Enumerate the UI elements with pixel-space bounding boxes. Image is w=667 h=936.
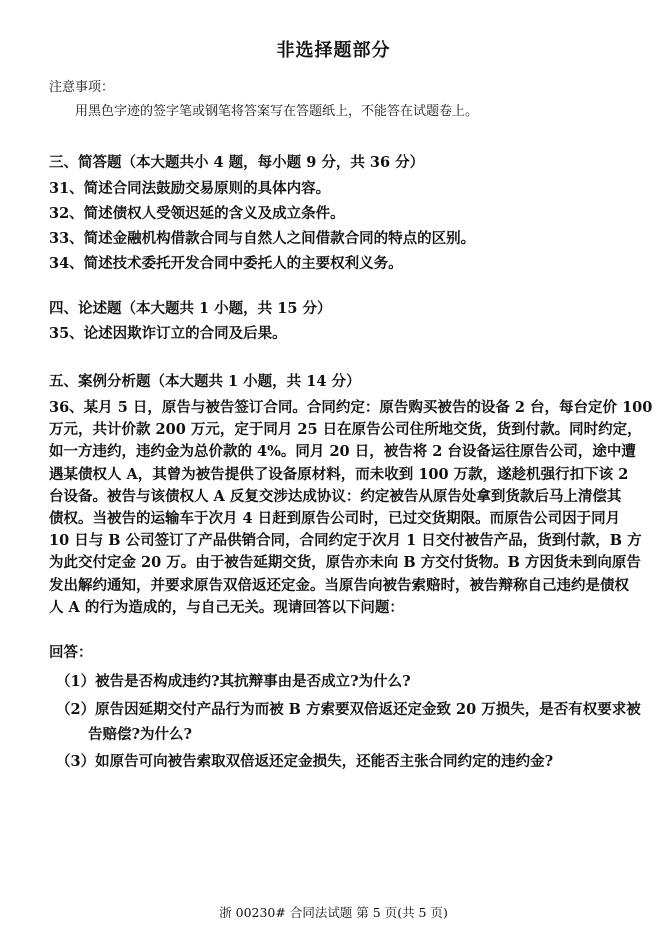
answer-label: 回答： <box>49 644 93 661</box>
question-34: 34、简述技术委托开发合同中委托人的主要权利义务。 <box>49 255 403 272</box>
question-31: 31、简述合同法鼓励交易原则的具体内容。 <box>49 180 331 197</box>
sub-question-2: （2）原告因延期交付产品行为而被 B 方索要双倍返还定金致 20 万损失，是否有权要求被 <box>56 701 641 718</box>
case-line: 36、某月 5 日，原告与被告签订合同。合同约定：原告购买被告的设备 2 台，每台定价 100 <box>49 399 653 416</box>
case-line: 发出解约通知，并要求原告双倍返还定金。当原告向被告索赔时，被告辩称自己违约是债权 <box>49 576 629 594</box>
notice-text: 用黑色字迹的签字笔或钢笔将答案写在答题纸上，不能答在试题卷上。 <box>75 104 479 119</box>
case-text <box>49 397 653 619</box>
case-line: 台设备。被告与该债权人 A 反复交涉达成协议：约定被告从原告处拿到货款后马上清偿其 <box>49 487 622 505</box>
question-33: 33、简述金融机构借款合同与自然人之间借款合同的特点的区别。 <box>49 230 476 247</box>
sub-question-1: （1）被告是否构成违约?其抗辩事由是否成立?为什么? <box>56 673 411 690</box>
case-line: 人 A 的行为造成的，与自己无关。现请回答以下问题： <box>49 598 404 616</box>
section3-heading: 三、简答题（本大题共小 4 题，每小题 9 分，共 36 分） <box>49 154 425 171</box>
sub-question-3: （3）如原告可向被告索取双倍返还定金损失，还能否主张合同约定的违约金? <box>56 753 554 770</box>
question-35: 35、论述因欺诈订立的合同及后果。 <box>49 325 287 342</box>
sub-question-2-continued: 告赔偿?为什么? <box>88 726 192 743</box>
section5-heading: 五、案例分析题（本大题共 1 小题，共 14 分） <box>49 373 361 390</box>
question-32: 32、简述债权人受领迟延的含义及成立条件。 <box>49 205 345 222</box>
case-line: 如一方违约，违约金为总价款的 4%。同月 20 日，被告将 2 台设备运往原告公司，途中遭 <box>49 443 636 461</box>
page-footer: 浙 00230# 合同法试题 第 5 页(共 5 页) <box>219 905 448 920</box>
case-line: 债权。当被告的运输车于次月 4 日赶到原告公司时，已过交货期限。而原告公司因于同月 <box>49 510 621 528</box>
case-line: 10 日与 B 公司签订了产品供销合同，合同约定于次月 1 日交付被告产品，货到付款，B 方 <box>49 532 642 550</box>
case-line: 为此交付定金 20 万。由于被告延期交货，原告亦未向 B 方交付货物。B 方因货未到向原告 <box>49 554 641 572</box>
notice-label: 注意事项： <box>49 80 115 95</box>
page-title: 非选择题部分 <box>276 40 391 61</box>
case-line: 万元，共计价款 200 万元，定于同月 25 日在原告公司住所地交货，货到付款。同时约定， <box>49 421 642 439</box>
case-line: 遇某债权人 A，其曾为被告提供了设备原材料，而未收到 100 万款，遂趁机强行扣下该 2 <box>49 465 629 483</box>
section4-heading: 四、论述题（本大题共 1 小题，共 15 分） <box>49 300 332 317</box>
